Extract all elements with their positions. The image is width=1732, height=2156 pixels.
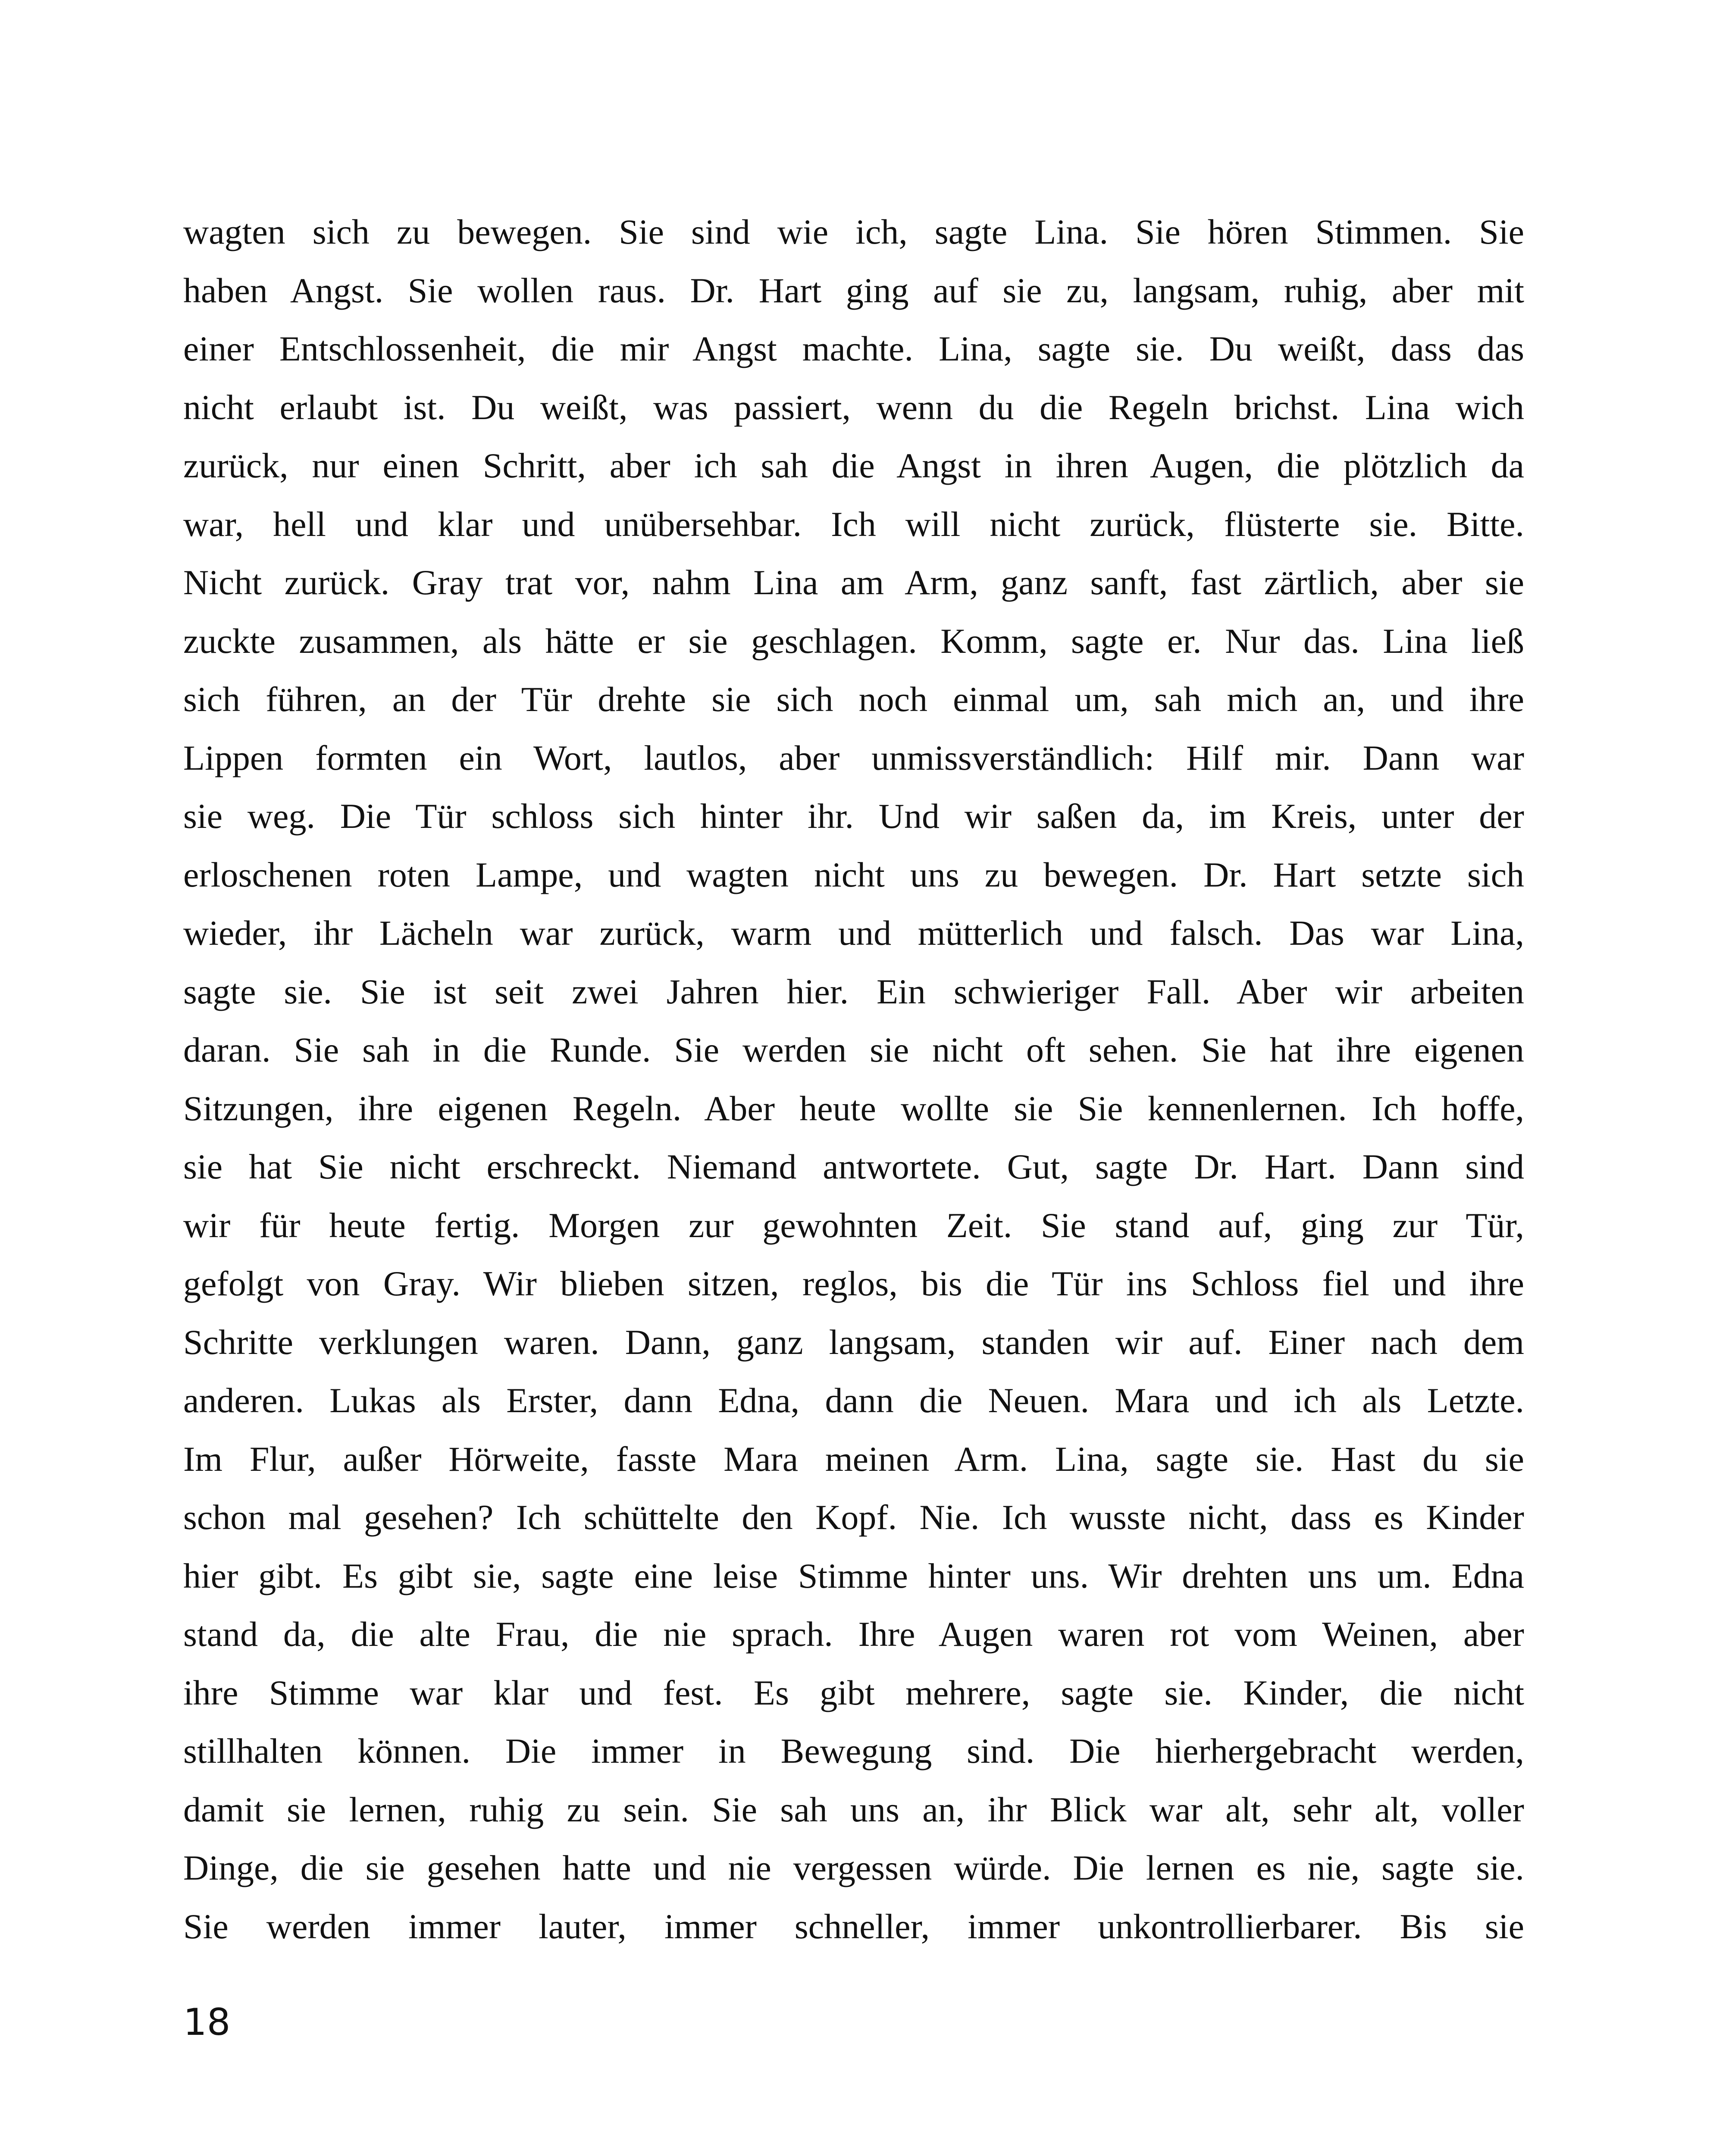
text-line: anderen. Lukas als Erster, dann Edna, dann die Neuen. Mara und ich als Letzte. xyxy=(183,1381,1524,1420)
text-line: hier gibt. Es gibt sie, sagte eine leise Stimme hinter uns. Wir drehten uns um. Edna xyxy=(183,1556,1524,1595)
text-line: nicht erlaubt ist. Du weißt, was passiert, wenn du die Regeln brichst. Lina wich xyxy=(183,387,1524,427)
text-line: wagten sich zu bewegen. Sie sind wie ich, sagte Lina. Sie hören Stimmen. Sie xyxy=(183,212,1524,251)
text-line: damit sie lernen, ruhig zu sein. Sie sah uns an, ihr Blick war alt, sehr alt, voller xyxy=(183,1789,1524,1829)
text-line: gefolgt von Gray. Wir blieben sitzen, reglos, bis die Tür ins Schloss fiel und ihre xyxy=(183,1264,1524,1303)
text-line: sagte sie. Sie ist seit zwei Jahren hier. Ein schwieriger Fall. Aber wir arbeiten xyxy=(183,971,1524,1011)
text-line: sie hat Sie nicht erschreckt. Niemand antwortete. Gut, sagte Dr. Hart. Dann sind xyxy=(183,1147,1524,1186)
body-text xyxy=(183,203,1524,1955)
text-line: Sitzungen, ihre eigenen Regeln. Aber heute wollte sie Sie kennenlernen. Ich hoffe, xyxy=(183,1088,1524,1128)
page-number: 18 xyxy=(183,2001,231,2044)
text-line: sie weg. Die Tür schloss sich hinter ihr. Und wir saßen da, im Kreis, unter der xyxy=(183,796,1524,836)
text-line: sich führen, an der Tür drehte sie sich noch einmal um, sah mich an, und ihre xyxy=(183,680,1524,719)
text-line: Sie werden immer lauter, immer schneller, immer unkontrollierbarer. Bis sie xyxy=(183,1906,1524,1946)
text-line: stand da, die alte Frau, die nie sprach. Ihre Augen waren rot vom Weinen, aber xyxy=(183,1614,1524,1654)
text-line: ihre Stimme war klar und fest. Es gibt mehrere, sagte sie. Kinder, die nicht xyxy=(183,1673,1524,1712)
text-line: Im Flur, außer Hörweite, fasste Mara meinen Arm. Lina, sagte sie. Hast du sie xyxy=(183,1439,1524,1479)
text-line: wir für heute fertig. Morgen zur gewohnten Zeit. Sie stand auf, ging zur Tür, xyxy=(183,1205,1524,1245)
text-line: Dinge, die sie gesehen hatte und nie vergessen würde. Die lernen es nie, sagte sie. xyxy=(183,1848,1524,1887)
text-line: Lippen formten ein Wort, lautlos, aber unmissverständlich: Hilf mir. Dann war xyxy=(183,738,1524,777)
text-line: war, hell und klar und unübersehbar. Ich will nicht zurück, flüsterte sie. Bitte. xyxy=(183,504,1524,544)
text-line: Nicht zurück. Gray trat vor, nahm Lina am Arm, ganz sanft, fast zärtlich, aber sie xyxy=(183,563,1524,602)
text-line: haben Angst. Sie wollen raus. Dr. Hart ging auf sie zu, langsam, ruhig, aber mit xyxy=(183,270,1524,310)
text-line: wieder, ihr Lächeln war zurück, warm und mütterlich und falsch. Das war Lina, xyxy=(183,913,1524,953)
text-line: schon mal gesehen? Ich schüttelte den Kopf. Nie. Ich wusste nicht, dass es Kinder xyxy=(183,1498,1524,1537)
text-line: daran. Sie sah in die Runde. Sie werden sie nicht oft sehen. Sie hat ihre eigenen xyxy=(183,1030,1524,1069)
text-line: erloschenen roten Lampe, und wagten nicht uns zu bewegen. Dr. Hart setzte sich xyxy=(183,855,1524,894)
text-line: zuckte zusammen, als hätte er sie geschlagen. Komm, sagte er. Nur das. Lina ließ xyxy=(183,621,1524,661)
text-line: Schritte verklungen waren. Dann, ganz langsam, standen wir auf. Einer nach dem xyxy=(183,1322,1524,1362)
text-line: einer Entschlossenheit, die mir Angst machte. Lina, sagte sie. Du weißt, dass das xyxy=(183,329,1524,368)
text-line: zurück, nur einen Schritt, aber ich sah die Angst in ihren Augen, die plötzlich da xyxy=(183,446,1524,485)
text-line: stillhalten können. Die immer in Bewegung sind. Die hierhergebracht werden, xyxy=(183,1731,1524,1771)
